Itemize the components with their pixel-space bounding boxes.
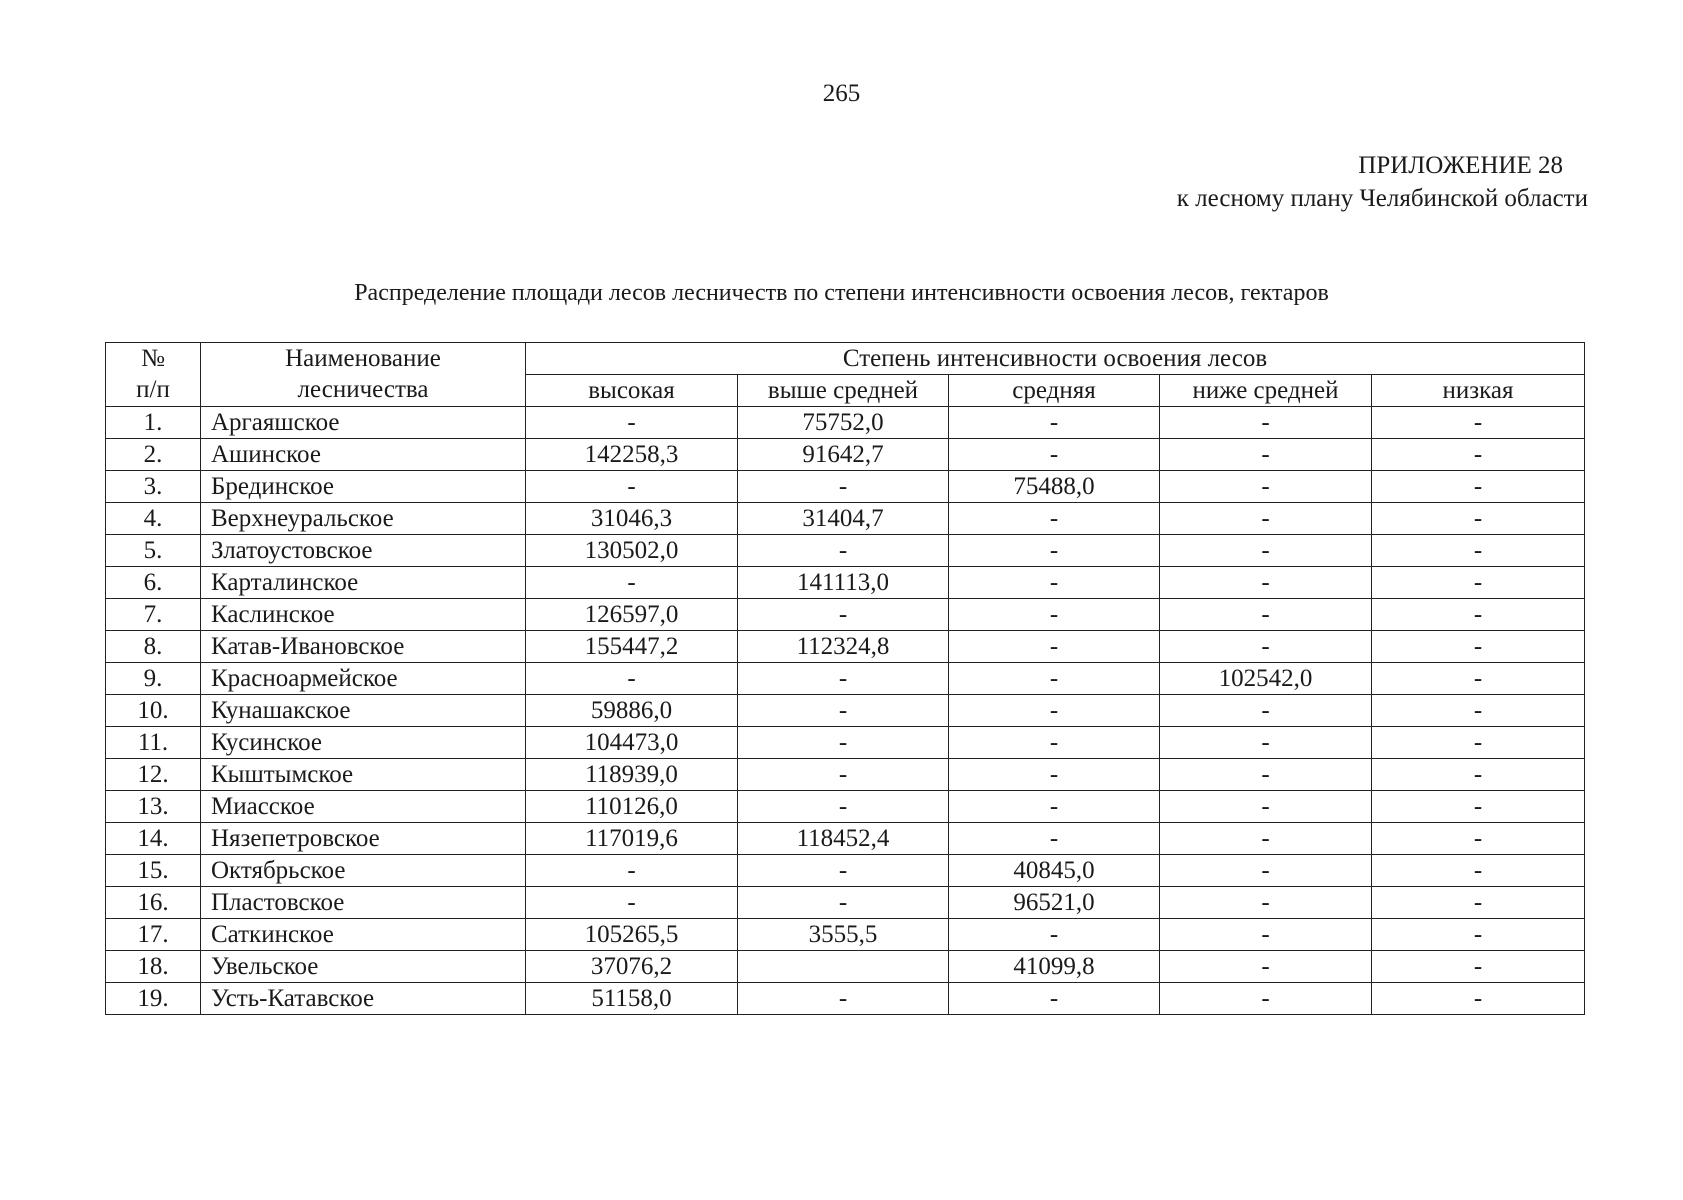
table-row <box>106 727 1585 759</box>
cell-above-average: - <box>738 791 949 823</box>
document-title: Распределение площади лесов лесничеств по степени интенсивности освоения лесов, гектаров <box>354 280 1329 306</box>
cell-below-average: - <box>1160 471 1372 503</box>
cell-above-average: - <box>738 855 949 887</box>
cell-average: - <box>949 599 1160 631</box>
row-forestry-name: Увельское <box>201 951 526 983</box>
cell-high: - <box>526 471 738 503</box>
cell-low: - <box>1372 887 1585 919</box>
row-number: 16. <box>106 887 201 919</box>
cell-low: - <box>1372 567 1585 599</box>
table-row <box>106 439 1585 471</box>
table-row <box>106 471 1585 503</box>
cell-above-average: - <box>738 983 949 1015</box>
cell-below-average: - <box>1160 695 1372 727</box>
cell-below-average: - <box>1160 727 1372 759</box>
row-forestry-name: Ашинское <box>201 439 526 471</box>
cell-below-average: - <box>1160 407 1372 439</box>
cell-above-average: - <box>738 535 949 567</box>
header-number-line2: п/п <box>136 376 170 403</box>
cell-high: 142258,3 <box>526 439 738 471</box>
table-row <box>106 663 1585 695</box>
cell-below-average: - <box>1160 759 1372 791</box>
row-forestry-name: Саткинское <box>201 919 526 951</box>
row-number: 18. <box>106 951 201 983</box>
row-number: 9. <box>106 663 201 695</box>
cell-high: 31046,3 <box>526 503 738 535</box>
row-forestry-name: Пластовское <box>201 887 526 919</box>
row-forestry-name: Карталинское <box>201 567 526 599</box>
row-number: 3. <box>106 471 201 503</box>
cell-above-average: - <box>738 887 949 919</box>
cell-low: - <box>1372 503 1585 535</box>
cell-below-average: - <box>1160 919 1372 951</box>
cell-high: 104473,0 <box>526 727 738 759</box>
cell-below-average: - <box>1160 503 1372 535</box>
row-forestry-name: Октябрьское <box>201 855 526 887</box>
cell-above-average: 118452,4 <box>738 823 949 855</box>
cell-low: - <box>1372 599 1585 631</box>
row-forestry-name: Нязепетровское <box>201 823 526 855</box>
cell-average: - <box>949 631 1160 663</box>
cell-average: 41099,8 <box>949 951 1160 983</box>
cell-below-average: - <box>1160 791 1372 823</box>
header-name-line1: Наименование <box>285 345 441 372</box>
appendix-heading <box>983 150 1683 215</box>
cell-average: - <box>949 663 1160 695</box>
row-forestry-name: Кунашакское <box>201 695 526 727</box>
table-row <box>106 599 1585 631</box>
cell-low: - <box>1372 983 1585 1015</box>
cell-high: 37076,2 <box>526 951 738 983</box>
cell-low: - <box>1372 663 1585 695</box>
row-number: 2. <box>106 439 201 471</box>
row-forestry-name: Миасское <box>201 791 526 823</box>
cell-low: - <box>1372 759 1585 791</box>
cell-high: - <box>526 663 738 695</box>
row-number: 14. <box>106 823 201 855</box>
cell-above-average: - <box>738 727 949 759</box>
cell-below-average: - <box>1160 439 1372 471</box>
cell-above-average: 75752,0 <box>738 407 949 439</box>
cell-low: - <box>1372 631 1585 663</box>
header-number-line1: № <box>141 345 165 372</box>
table-row <box>106 855 1585 887</box>
row-number: 13. <box>106 791 201 823</box>
cell-low: - <box>1372 791 1585 823</box>
table-row <box>106 407 1585 439</box>
cell-above-average <box>738 951 949 983</box>
cell-above-average: 31404,7 <box>738 503 949 535</box>
cell-average: - <box>949 567 1160 599</box>
row-forestry-name: Златоустовское <box>201 535 526 567</box>
row-forestry-name: Аргаяшское <box>201 407 526 439</box>
appendix-subtitle: к лесному плану Челябинской области <box>1176 184 1588 212</box>
cell-average: - <box>949 791 1160 823</box>
cell-above-average: - <box>738 599 949 631</box>
cell-average: - <box>949 983 1160 1015</box>
cell-high: 130502,0 <box>526 535 738 567</box>
cell-low: - <box>1372 439 1585 471</box>
row-number: 10. <box>106 695 201 727</box>
header-name-line2: лесничества <box>297 376 429 403</box>
cell-average: 40845,0 <box>949 855 1160 887</box>
table-row <box>106 631 1585 663</box>
row-number: 1. <box>106 407 201 439</box>
row-number: 4. <box>106 503 201 535</box>
header-name <box>201 343 526 407</box>
table-row <box>106 823 1585 855</box>
cell-below-average: - <box>1160 951 1372 983</box>
row-forestry-name: Усть-Катавское <box>201 983 526 1015</box>
cell-average: - <box>949 439 1160 471</box>
cell-above-average: - <box>738 695 949 727</box>
row-number: 5. <box>106 535 201 567</box>
cell-below-average: - <box>1160 535 1372 567</box>
cell-average: - <box>949 759 1160 791</box>
cell-average: - <box>949 535 1160 567</box>
row-number: 7. <box>106 599 201 631</box>
cell-below-average: 102542,0 <box>1160 663 1372 695</box>
row-number: 12. <box>106 759 201 791</box>
table-row <box>106 791 1585 823</box>
cell-average: 96521,0 <box>949 887 1160 919</box>
cell-high: - <box>526 567 738 599</box>
cell-average: - <box>949 919 1160 951</box>
row-number: 17. <box>106 919 201 951</box>
cell-average: - <box>949 695 1160 727</box>
table-header-row <box>106 343 1585 375</box>
cell-average: - <box>949 727 1160 759</box>
row-forestry-name: Катав-Ивановское <box>201 631 526 663</box>
table-row <box>106 983 1585 1015</box>
cell-below-average: - <box>1160 567 1372 599</box>
cell-low: - <box>1372 727 1585 759</box>
cell-above-average: 3555,5 <box>738 919 949 951</box>
cell-average: 75488,0 <box>949 471 1160 503</box>
header-col-below-average: ниже средней <box>1160 375 1372 407</box>
cell-above-average: 141113,0 <box>738 567 949 599</box>
table-row <box>106 567 1585 599</box>
appendix-title: ПРИЛОЖЕНИЕ 28 <box>1358 152 1563 179</box>
table-row <box>106 695 1585 727</box>
table-row <box>106 759 1585 791</box>
forest-intensity-table <box>105 342 1585 1015</box>
header-col-average: средняя <box>949 375 1160 407</box>
cell-below-average: - <box>1160 599 1372 631</box>
cell-high: 105265,5 <box>526 919 738 951</box>
cell-high: - <box>526 887 738 919</box>
cell-high: 51158,0 <box>526 983 738 1015</box>
table-row <box>106 919 1585 951</box>
cell-high: - <box>526 407 738 439</box>
cell-above-average: - <box>738 759 949 791</box>
cell-above-average: 112324,8 <box>738 631 949 663</box>
cell-high: 59886,0 <box>526 695 738 727</box>
header-col-above-average: выше средней <box>738 375 949 407</box>
cell-low: - <box>1372 695 1585 727</box>
cell-below-average: - <box>1160 823 1372 855</box>
cell-low: - <box>1372 407 1585 439</box>
row-forestry-name: Кыштымское <box>201 759 526 791</box>
cell-below-average: - <box>1160 983 1372 1015</box>
row-number: 6. <box>106 567 201 599</box>
cell-high: 126597,0 <box>526 599 738 631</box>
row-forestry-name: Кусинское <box>201 727 526 759</box>
cell-below-average: - <box>1160 887 1372 919</box>
header-col-low: низкая <box>1372 375 1585 407</box>
cell-low: - <box>1372 823 1585 855</box>
cell-high: 117019,6 <box>526 823 738 855</box>
cell-high: 118939,0 <box>526 759 738 791</box>
cell-low: - <box>1372 855 1585 887</box>
cell-average: - <box>949 823 1160 855</box>
cell-low: - <box>1372 471 1585 503</box>
cell-above-average: - <box>738 663 949 695</box>
row-number: 19. <box>106 983 201 1015</box>
row-forestry-name: Верхнеуральское <box>201 503 526 535</box>
cell-above-average: - <box>738 471 949 503</box>
cell-below-average: - <box>1160 631 1372 663</box>
table-row <box>106 503 1585 535</box>
cell-low: - <box>1372 919 1585 951</box>
row-forestry-name: Брединское <box>201 471 526 503</box>
row-number: 15. <box>106 855 201 887</box>
table-row <box>106 535 1585 567</box>
row-number: 8. <box>106 631 201 663</box>
table-body <box>106 407 1585 1015</box>
cell-low: - <box>1372 951 1585 983</box>
header-col-high: высокая <box>526 375 738 407</box>
header-intensity-group: Степень интенсивности освоения лесов <box>526 343 1585 375</box>
cell-high: - <box>526 855 738 887</box>
cell-high: 155447,2 <box>526 631 738 663</box>
row-forestry-name: Красноармейское <box>201 663 526 695</box>
table-row <box>106 951 1585 983</box>
row-number: 11. <box>106 727 201 759</box>
cell-average: - <box>949 503 1160 535</box>
page-number: 265 <box>822 80 861 107</box>
table-row <box>106 887 1585 919</box>
cell-high: 110126,0 <box>526 791 738 823</box>
cell-below-average: - <box>1160 855 1372 887</box>
cell-average: - <box>949 407 1160 439</box>
cell-above-average: 91642,7 <box>738 439 949 471</box>
row-forestry-name: Каслинское <box>201 599 526 631</box>
cell-low: - <box>1372 535 1585 567</box>
header-number <box>106 343 201 407</box>
